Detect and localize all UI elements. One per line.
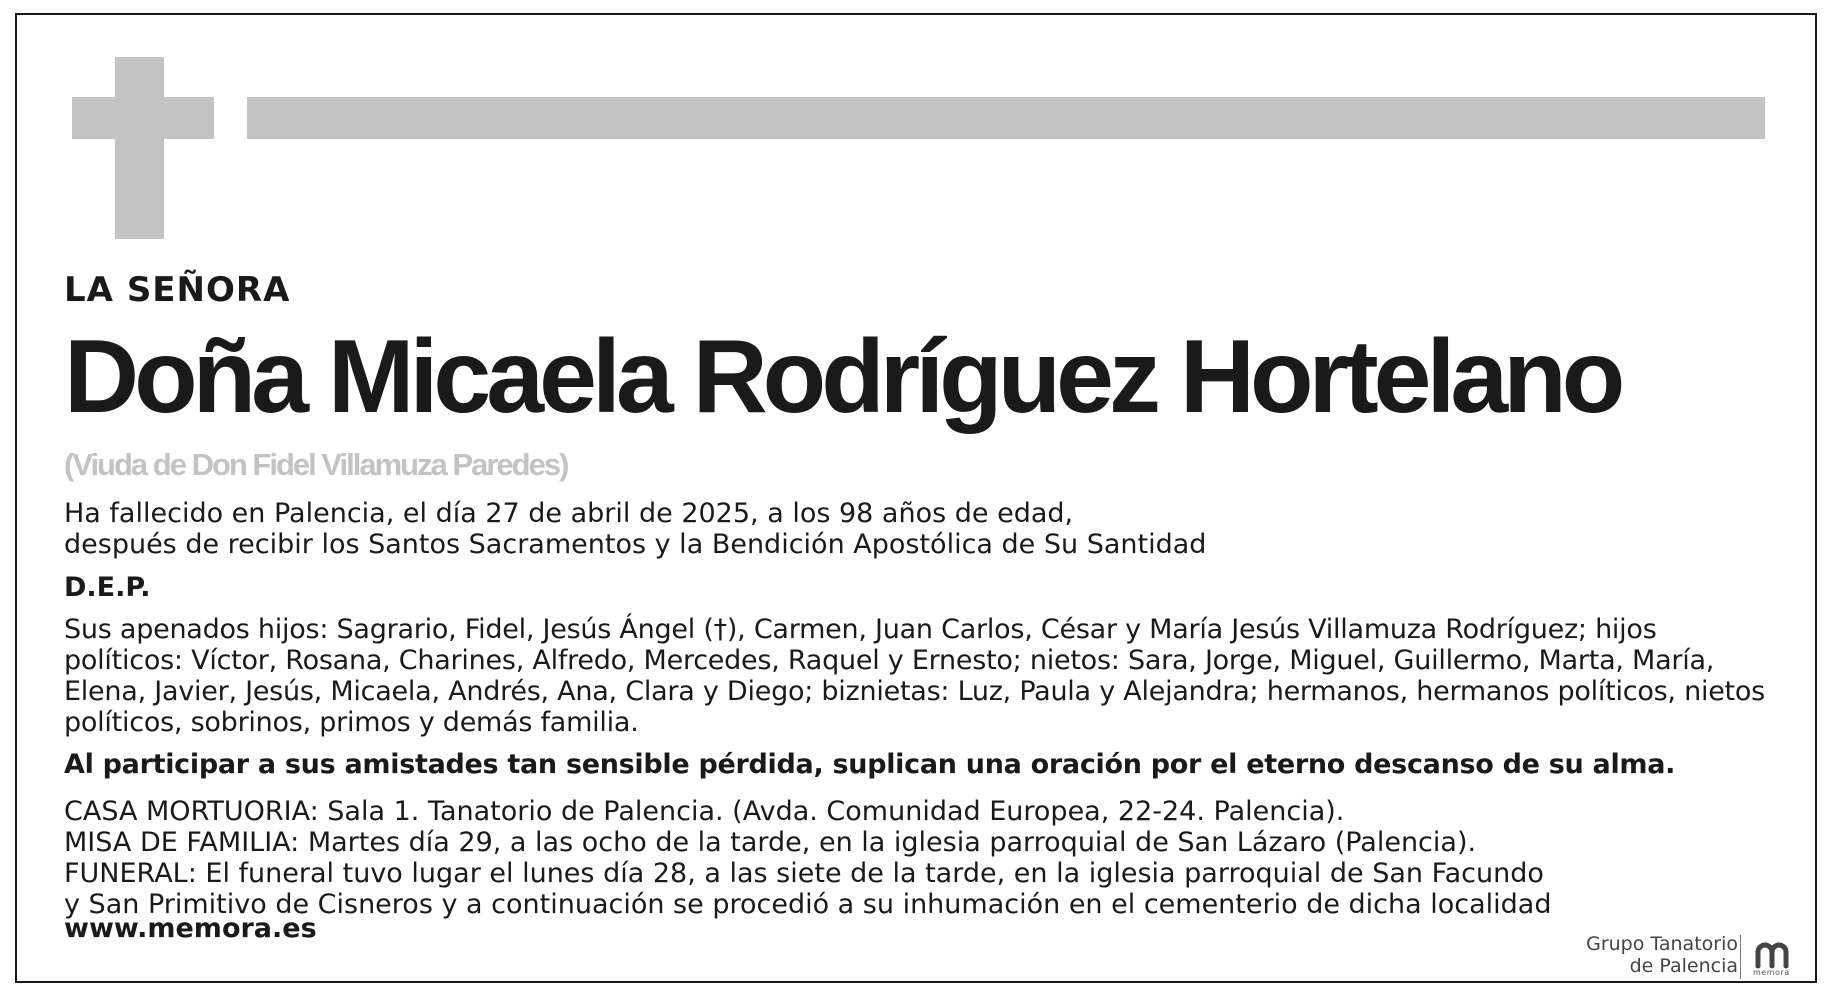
- plea-text: Al participar a sus amistades tan sensible pérdida, suplican una oración por el eterno descanso de su alma.: [64, 749, 1676, 780]
- details-text: [64, 796, 1552, 920]
- deceased-name: Doña Micaela Rodríguez Hortelano: [64, 319, 1621, 435]
- cross-icon-horizontal: [72, 97, 214, 139]
- detail-line-1: CASA MORTUORIA: Sala 1. Tanatorio de Palencia. (Avda. Comunidad Europea, 22-24. Palencia).: [64, 796, 1345, 827]
- detail-line-3: FUNERAL: El funeral tuvo lugar el lunes día 28, a las siete de la tarde, en la iglesia parroquial de San Facundo: [64, 858, 1544, 889]
- family-text: Sus apenados hijos: Sagrario, Fidel, Jesús Ángel (†), Carmen, Juan Carlos, César y María Jesús Villamuza Rodríguez; hijos políticos: Víctor, Rosana, Charines, Alfredo, Mercedes, Raquel y Ernesto; nietos: Sara, Jorge, Miguel, Guillermo, Marta, María, Elena, Javier, Jesús, Micaela, Andrés, Ana, Clara y Diego; biznietas: Luz, Paula y Alejandra; hermanos, hermanos políticos, nietos políticos, sobrinos, primos y demás familia.: [64, 614, 1765, 738]
- decorative-bar: [247, 97, 1765, 139]
- website-link[interactable]: www.memora.es: [64, 913, 317, 944]
- detail-line-4: y San Primitivo de Cisneros y a continuación se procedió a su inhumación en el cementerio de dicha localidad: [64, 889, 1552, 920]
- passed-line-1: Ha fallecido en Palencia, el día 27 de abril de 2025, a los 98 años de edad,: [64, 498, 1074, 529]
- passed-text: [64, 498, 1206, 560]
- brand-line-2: de Palencia: [1629, 955, 1738, 977]
- detail-line-2: MISA DE FAMILIA: Martes día 29, a las ocho de la tarde, en la iglesia parroquial de San Lázaro (Palencia).: [64, 827, 1477, 858]
- footer-divider: [1740, 935, 1741, 979]
- cross-icon-vertical: [115, 57, 164, 239]
- logo-text: memora: [1753, 968, 1790, 977]
- widow-note: (Viuda de Don Fidel Villamuza Paredes): [64, 447, 568, 482]
- footer-brand: [1586, 933, 1738, 977]
- passed-line-2: después de recibir los Santos Sacramentos y la Bendición Apostólica de Su Santidad: [64, 529, 1207, 560]
- brand-line-1: Grupo Tanatorio: [1586, 933, 1738, 955]
- heading: LA SEÑORA: [64, 270, 291, 310]
- dep-label: D.E.P.: [64, 572, 151, 603]
